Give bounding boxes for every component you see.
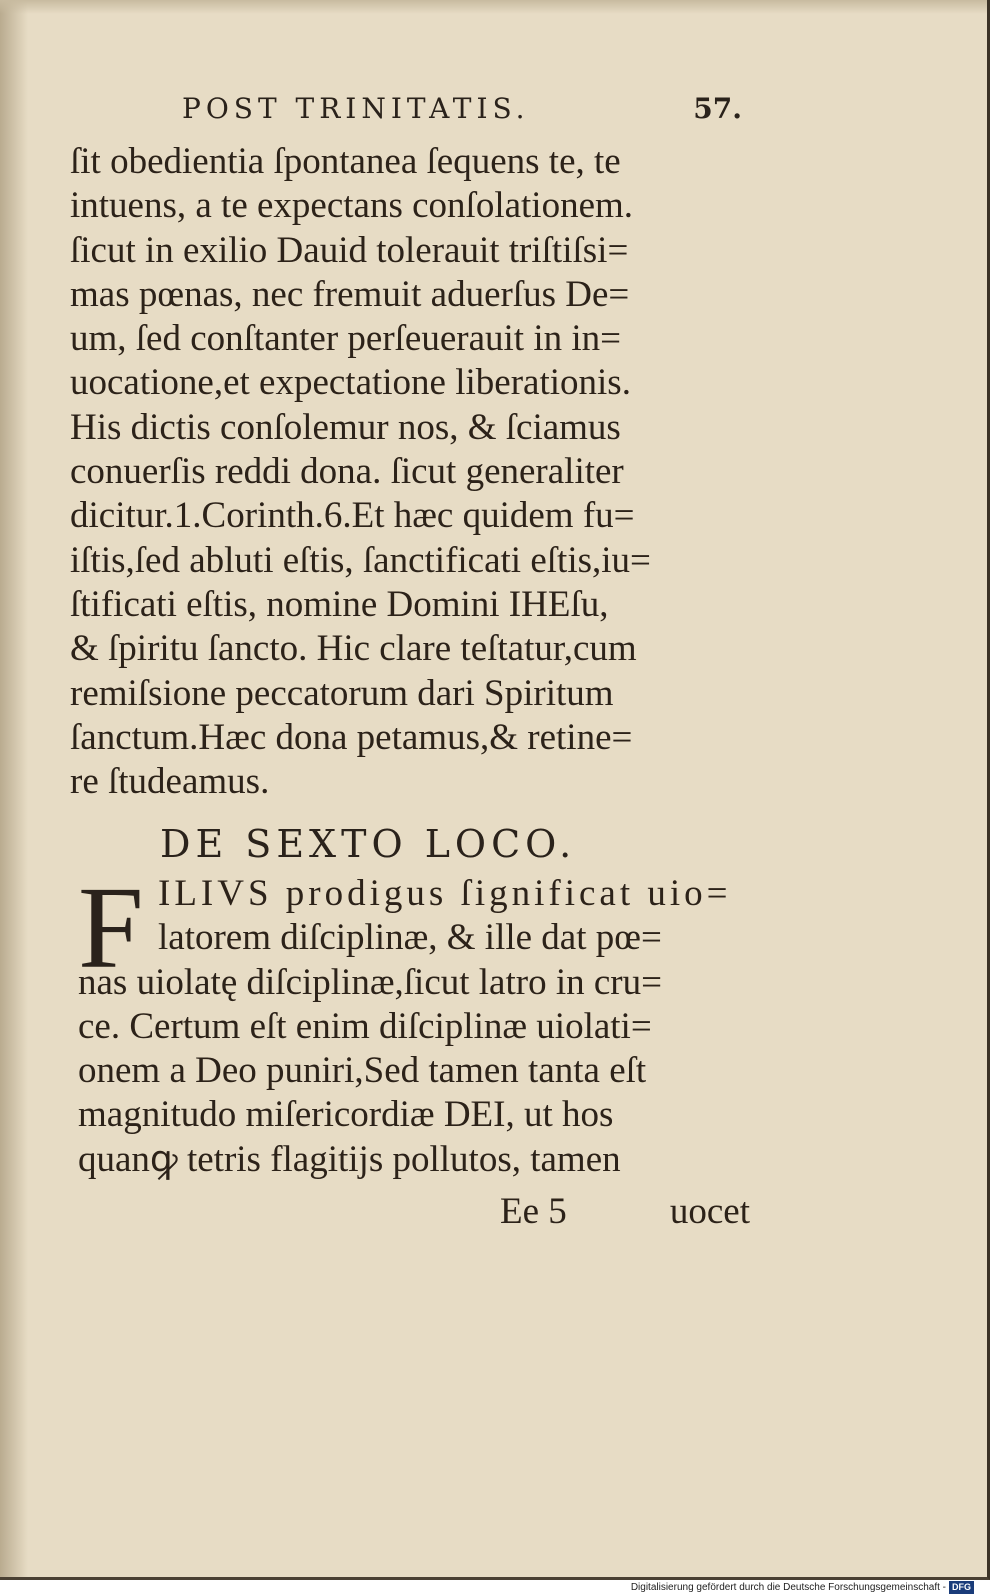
text-line: dicitur.1.Corinth.6.Et hæc quidem fu= <box>70 495 635 537</box>
catchword: uocet <box>669 1191 750 1232</box>
text-line: ILIVS prodigus ſignificat uio= <box>158 873 732 914</box>
running-head-title: POST TRINITATIS. <box>182 92 530 125</box>
text-line: iſtis,ſed abluti eſtis, ſanctificati eſtis,iu= <box>70 539 651 581</box>
signature-mark: Ee 5 <box>500 1191 567 1232</box>
text-line: ſanctum.Hæc dona petamus,& retine= <box>70 716 633 758</box>
section-heading: DE SEXTO LOCO. <box>160 822 577 866</box>
text-line: quanꝙ tetris flagitijs pollutos, tamen <box>78 1138 621 1180</box>
page-gutter-shadow <box>0 0 28 1577</box>
text-line: ſicut in exilio Dauid tolerauit triſtiſsi= <box>70 229 629 271</box>
catchword-line <box>500 1190 750 1233</box>
text-line: conuerſis reddi dona. ſicut generaliter <box>70 451 624 493</box>
text-line: uocatione,et expectatione liberationis. <box>70 362 631 404</box>
credit-text: Digitalisierung gefördert durch die Deutsche Forschungsgemeinschaft - <box>630 1582 946 1593</box>
text-line: His dictis conſolemur nos, & ſciamus <box>70 406 621 448</box>
text-line: ce. Certum eſt enim diſciplinæ uiolati= <box>78 1005 652 1047</box>
text-line: re ſtudeamus. <box>70 761 270 803</box>
text-line: mas pœnas, nec fremuit aduerſus De= <box>70 273 630 315</box>
digitization-credit <box>631 1581 974 1594</box>
text-line: ſtificati eſtis, nomine Domini IHEſu, <box>70 583 609 625</box>
text-line: um, ſed conſtanter perſeuerauit in in= <box>70 318 622 360</box>
text-line: nas uiolatę diſciplinæ,ſicut latro in cru= <box>78 961 662 1003</box>
text-line: onem a Deo puniri,Sed tamen tanta eſt <box>78 1050 647 1092</box>
drop-cap-initial: F <box>78 862 144 993</box>
paragraph-2 <box>78 862 758 1182</box>
text-line: latorem diſciplinæ, & ille dat pœ= <box>158 917 662 959</box>
text-line: remiſsione peccatorum dari Spiritum <box>70 672 614 714</box>
paragraph-1 <box>70 140 750 804</box>
text-line: magnitudo miſericordiæ DEI, ut hos <box>78 1094 614 1136</box>
page-top-shadow <box>0 0 987 14</box>
text-line: ſit obedientia ſpontanea ſequens te, te <box>70 141 621 182</box>
text-line: & ſpiritu ſancto. Hic clare teſtatur,cum <box>70 628 637 670</box>
page-number: 57. <box>693 92 742 125</box>
running-head <box>182 92 742 132</box>
dfg-logo: DFG <box>949 1581 974 1594</box>
text-line: intuens, a te expectans conſolationem. <box>70 185 634 227</box>
